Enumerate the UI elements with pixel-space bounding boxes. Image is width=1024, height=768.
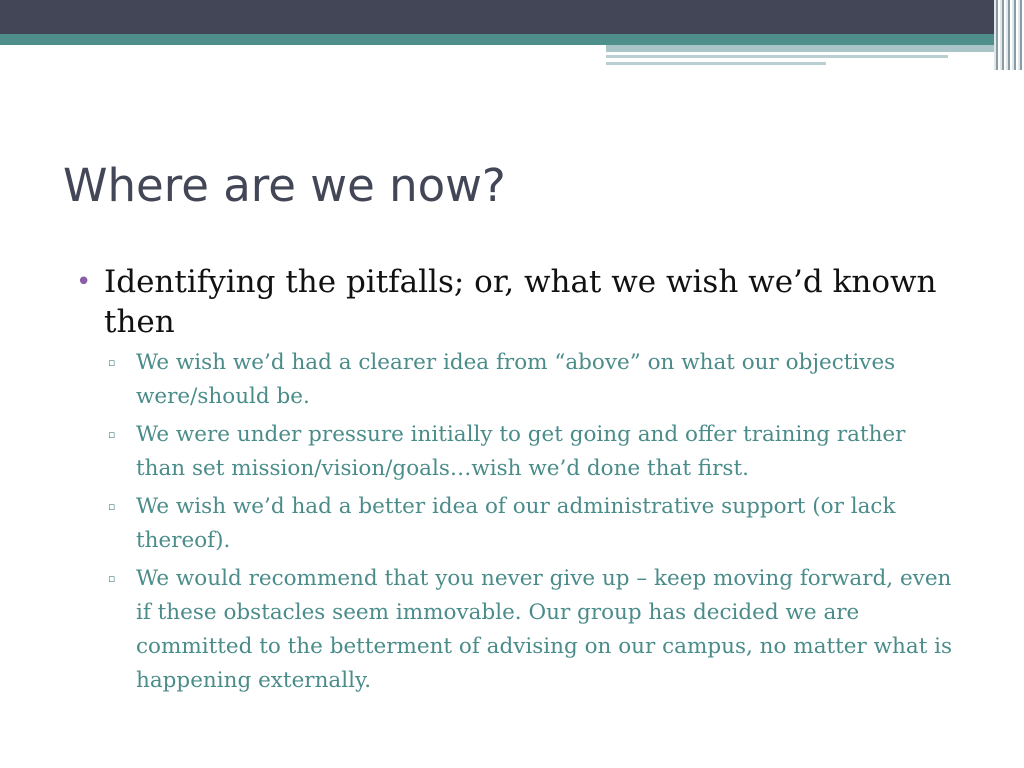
sub-bullet-text: We would recommend that you never give up – keep moving forward, even if these obstacles seem immovable. Our group has decided we are committed to the betterment of advising on our campus, no matter what is happening externally. (136, 566, 953, 693)
sub-bullet-text: We wish we’d had a better idea of our administrative support (or lack thereof). (136, 494, 896, 553)
header-band-teal (0, 34, 1024, 45)
bullet-text: Identifying the pitfalls; or, what we wish we’d known then (104, 264, 937, 340)
header-accent-line (606, 62, 826, 65)
sub-bullet-item (76, 346, 956, 414)
bullet-dot-icon: • (76, 267, 92, 297)
bullet-item (76, 262, 956, 342)
sub-bullet-text: We wish we’d had a clearer idea from “above” on what our objectives were/should be. (136, 350, 896, 409)
sub-bullet-list (76, 346, 956, 698)
square-bullet-icon: ▫ (108, 356, 116, 369)
slide-title: Where are we now? (63, 159, 506, 212)
sub-bullet-item (76, 562, 956, 698)
sub-bullet-text: We were under pressure initially to get going and offer training rather than set mission/vision/goals…wish we’d done that first. (136, 422, 906, 481)
slide-content (76, 262, 956, 702)
header-band-dark (0, 0, 1024, 34)
square-bullet-icon: ▫ (108, 500, 116, 513)
square-bullet-icon: ▫ (108, 572, 116, 585)
header-accent-line (606, 55, 948, 58)
square-bullet-icon: ▫ (108, 428, 116, 441)
header-stripes (994, 0, 1024, 70)
sub-bullet-item (76, 490, 956, 558)
header-band-light (606, 45, 1024, 52)
sub-bullet-item (76, 418, 956, 486)
